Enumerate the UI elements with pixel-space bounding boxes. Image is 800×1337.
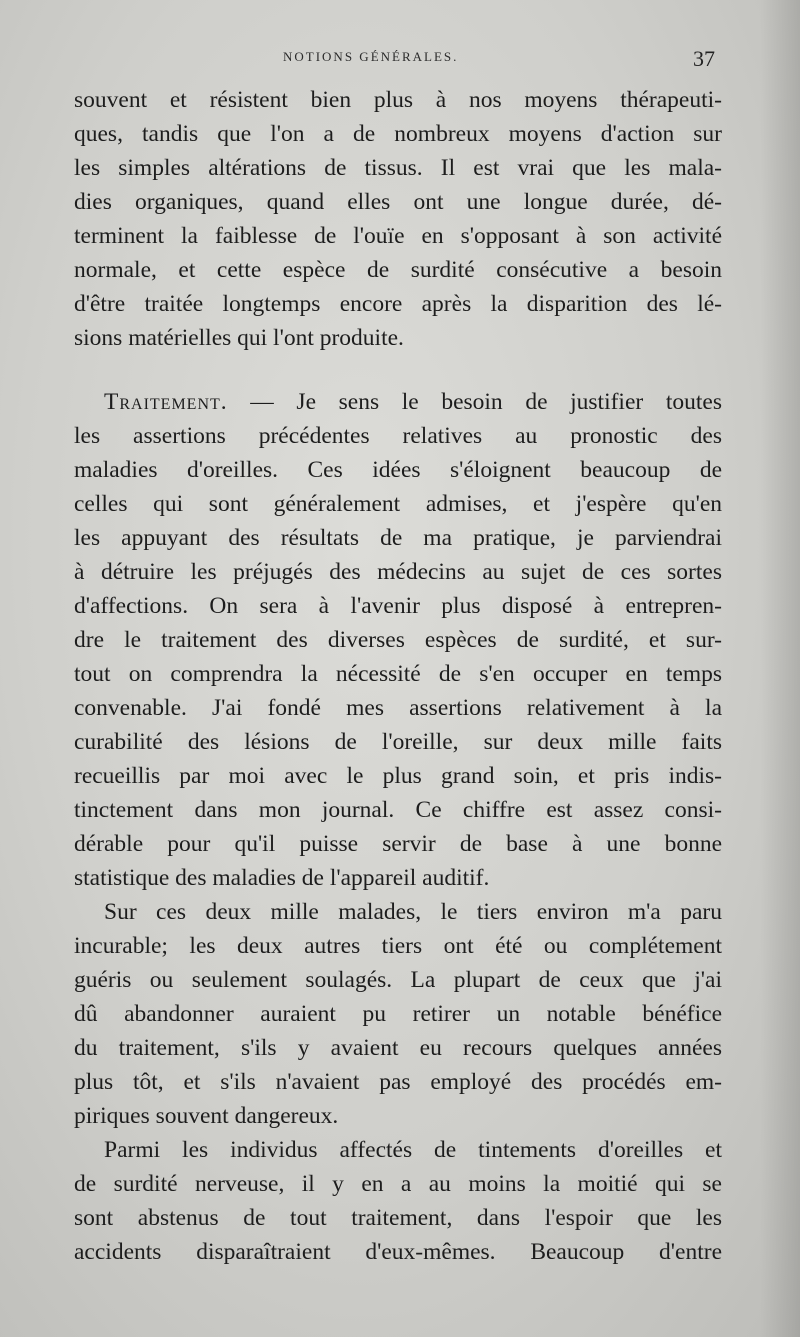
text-line: d'être traitée longtemps encore après la disparition des lé- xyxy=(74,291,722,317)
text-line: Sur ces deux mille malades, le tiers environ m'a paru xyxy=(104,899,722,925)
text-line: Traitement. — Je sens le besoin de justifier toutes xyxy=(104,389,722,415)
text-line: statistique des maladies de l'appareil auditif. xyxy=(74,865,490,891)
text-line: de surdité nerveuse, il y en a au moins la moitié qui se xyxy=(74,1171,722,1197)
text-line: dre le traitement des diverses espèces de surdité, et sur- xyxy=(74,627,722,653)
text-line: incurable; les deux autres tiers ont été ou complétement xyxy=(74,933,722,959)
text-line: tout on comprendra la nécessité de s'en occuper en temps xyxy=(74,661,722,687)
text-line: dérable pour qu'il puisse servir de base à une bonne xyxy=(74,831,722,857)
text-line: celles qui sont généralement admises, et j'espère qu'en xyxy=(74,491,722,517)
page-number: 37 xyxy=(693,46,715,71)
text-line: à détruire les préjugés des médecins au sujet de ces sortes xyxy=(74,559,722,585)
text-line: souvent et résistent bien plus à nos moyens thérapeuti- xyxy=(74,87,722,113)
text-line: terminent la faiblesse de l'ouïe en s'opposant à son activité xyxy=(74,223,722,249)
page-shadow xyxy=(760,0,800,1337)
text-line: les simples altérations de tissus. Il est vrai que les mala- xyxy=(74,155,722,181)
text-line: d'affections. On sera à l'avenir plus disposé à entrepren- xyxy=(74,593,722,619)
text-line: guéris ou seulement soulagés. La plupart de ceux que j'ai xyxy=(74,967,722,993)
text-line: curabilité des lésions de l'oreille, sur deux mille faits xyxy=(74,729,722,755)
text-line: les appuyant des résultats de ma pratique, je parviendrai xyxy=(74,525,722,551)
text-line: dû abandonner auraient pu retirer un notable bénéfice xyxy=(74,1001,722,1027)
text-line: normale, et cette espèce de surdité consécutive a besoin xyxy=(74,257,722,283)
text-line: les assertions précédentes relatives au pronostic des xyxy=(74,423,722,449)
text-line: convenable. J'ai fondé mes assertions relativement à la xyxy=(74,695,722,721)
section-heading: Traitement. xyxy=(104,389,228,415)
text-line: ques, tandis que l'on a de nombreux moyens d'action sur xyxy=(74,121,722,147)
running-head: NOTIONS GÉNÉRALES. xyxy=(283,49,459,64)
text-line: du traitement, s'ils y avaient eu recours quelques années xyxy=(74,1035,722,1061)
text-line: recueillis par moi avec le plus grand soin, et pris indis- xyxy=(74,763,722,789)
text-line: maladies d'oreilles. Ces idées s'éloignent beaucoup de xyxy=(74,457,722,483)
text-line: sions matérielles qui l'ont produite. xyxy=(74,325,404,351)
page-header xyxy=(0,46,800,76)
text-line: tinctement dans mon journal. Ce chiffre est assez consi- xyxy=(74,797,722,823)
text-line: Parmi les individus affectés de tintements d'oreilles et xyxy=(104,1137,722,1163)
text-line: piriques souvent dangereux. xyxy=(74,1103,339,1129)
text-line: plus tôt, et s'ils n'avaient pas employé des procédés em- xyxy=(74,1069,722,1095)
text-line: dies organiques, quand elles ont une longue durée, dé- xyxy=(74,189,722,215)
text-line: sont abstenus de tout traitement, dans l'espoir que les xyxy=(74,1205,722,1231)
text-line: accidents disparaîtraient d'eux-mêmes. Beaucoup d'entre xyxy=(74,1239,722,1265)
